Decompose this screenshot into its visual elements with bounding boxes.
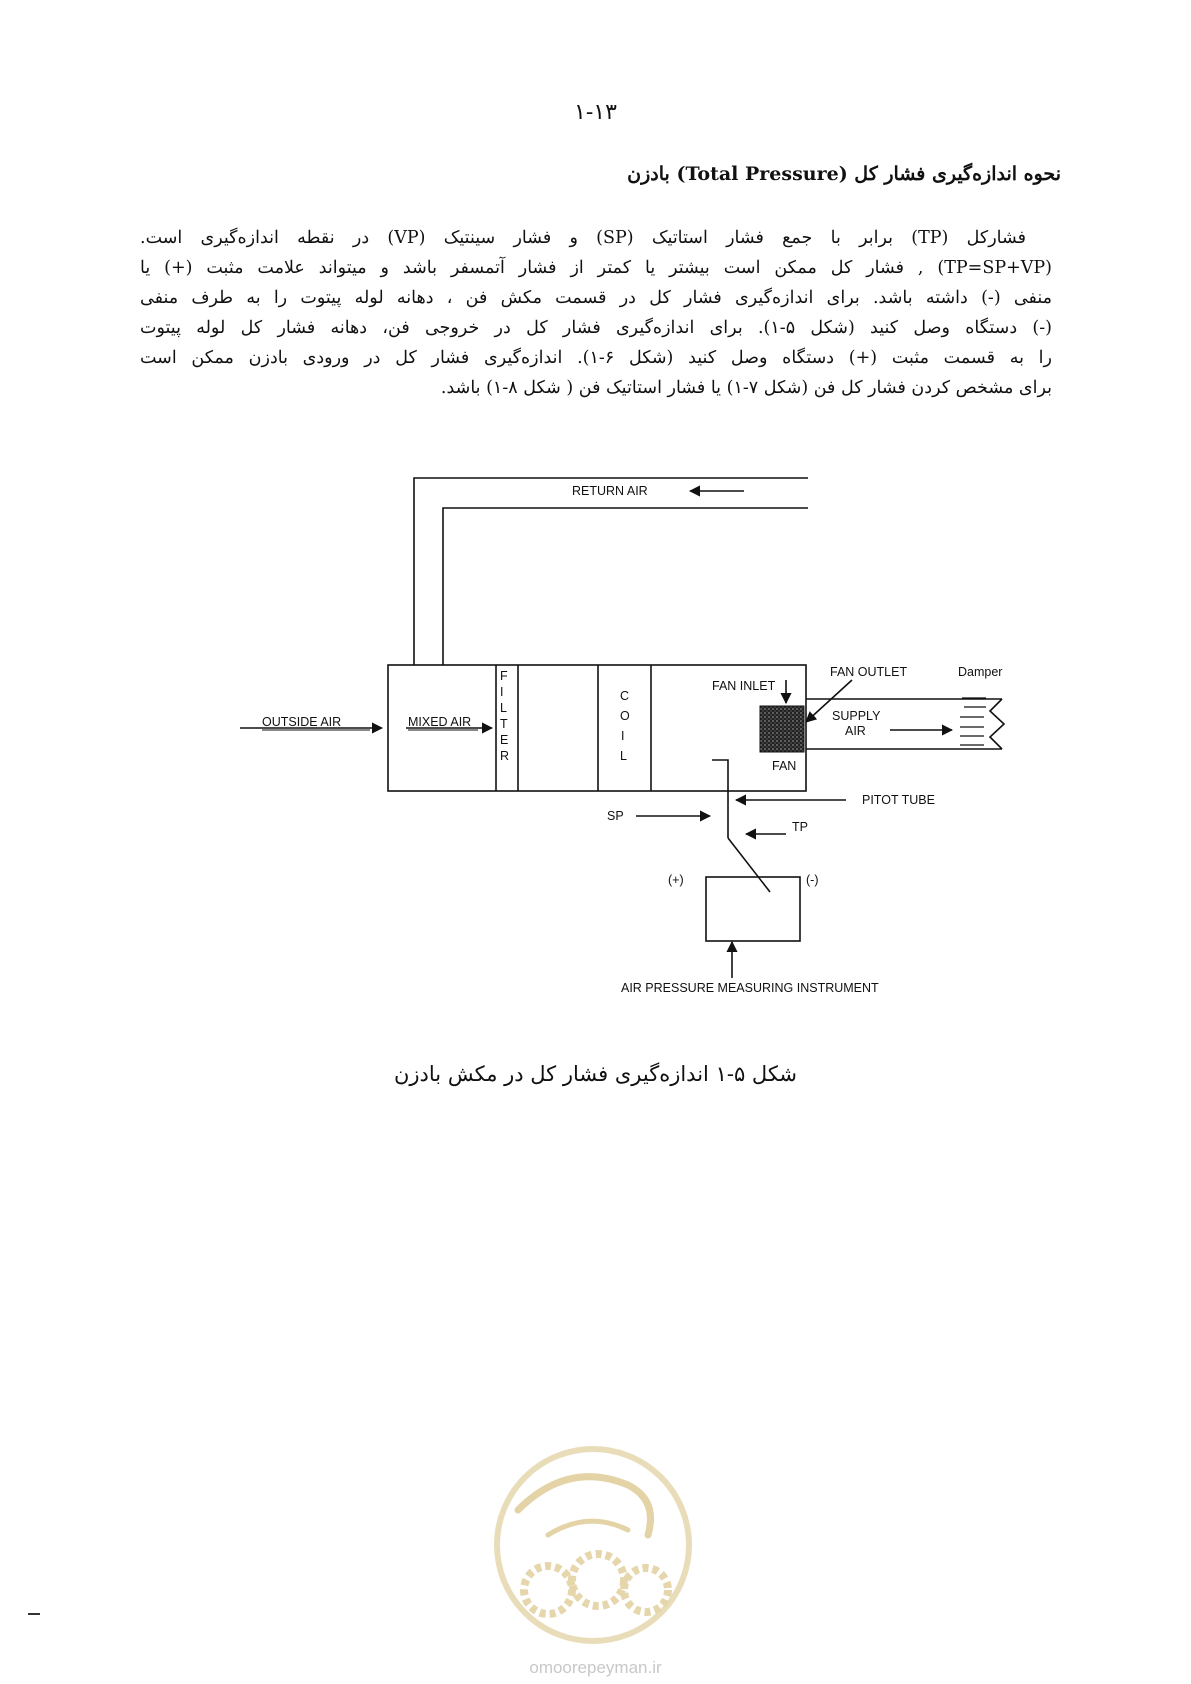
damper-label: Damper	[958, 665, 1003, 679]
instrument-label: AIR PRESSURE MEASURING INSTRUMENT	[621, 981, 879, 995]
pitot-tube-label: PITOT TUBE	[862, 793, 935, 807]
paragraph-line: را به قسمت مثبت (+) دستگاه وصل کنید (شکل ۶-۱). اندازه‌گیری فشار کل در ورودی بادزن ممکن است	[140, 348, 1052, 368]
page-margin-mark	[28, 1613, 40, 1615]
return-duct-inner	[443, 508, 808, 665]
damper-blades	[960, 698, 986, 745]
fan-label: FAN	[772, 759, 797, 773]
plus-label: (+)	[668, 873, 684, 887]
mixed-air-label: MIXED AIR	[408, 715, 472, 729]
paragraph-line: (-) دستگاه وصل کنید (شکل ۵-۱). برای اندازه‌گیری فشار کل در خروجی فن، دهانه فشار کل لوله پیتوت	[140, 318, 1052, 338]
paragraph-line: (TP=SP+VP) , فشار کل ممکن است بیشتر یا کمتر از فشار آتمسفر باشد و میتواند علامت مثبت (+) یا	[140, 258, 1052, 278]
watermark-seal-logo	[478, 1440, 708, 1650]
filter-letter: F	[500, 669, 508, 683]
sp-label: SP	[607, 809, 624, 823]
coil-letter: L	[620, 749, 627, 763]
fan-block	[760, 706, 804, 752]
return-duct-outer	[414, 478, 808, 665]
paragraph-line: فشارکل (TP) برابر با جمع فشار استاتیک (SP) و فشار سینتیک (VP) در نقطه اندازه‌گیری است.	[140, 228, 1026, 248]
duct-break	[990, 699, 1004, 749]
paragraph-line: منفی (-) داشته باشد. برای اندازه‌گیری فشار کل در قسمت مکش فن ، دهانه لوله پیتوت را به طرف منفی	[140, 288, 1052, 308]
filter-letter: E	[500, 733, 509, 747]
figure-caption: شکل ۵-۱ اندازه‌گیری فشار کل در مکش بادزن	[393, 1062, 798, 1086]
coil-letter: C	[620, 689, 630, 703]
supply-air-label-1: SUPPLY	[832, 709, 881, 723]
tp-label: TP	[792, 820, 808, 834]
coil-letter: I	[621, 729, 625, 743]
return-air-label: RETURN AIR	[572, 484, 648, 498]
watermark-url: omoorepeyman.ir	[529, 1658, 662, 1677]
minus-label: (-)	[806, 873, 819, 887]
fan-outlet-label: FAN OUTLET	[830, 665, 908, 679]
fan-inlet-label: FAN INLET	[712, 679, 776, 693]
pitot-tube-bend	[712, 760, 728, 800]
outside-air-label: OUTSIDE AIR	[262, 715, 342, 729]
filter-letter: R	[500, 749, 510, 763]
filter-letter: T	[500, 717, 508, 731]
coil-letter: O	[620, 709, 630, 723]
page-number: ۱-۱۳	[574, 100, 617, 125]
section-heading: نحوه اندازه‌گیری فشار کل (Total Pressure) بادزن	[627, 163, 1061, 185]
pitot-tube-connector	[728, 838, 770, 892]
paragraph-line: برای مشخص کردن فشار کل فن (شکل ۷-۱) یا فشار استاتیک فن ( شکل ۸-۱) باشد.	[440, 378, 1052, 398]
filter-letter: L	[500, 701, 507, 715]
supply-air-label-2: AIR	[845, 724, 866, 738]
measuring-instrument	[706, 877, 800, 941]
filter-letter: I	[500, 685, 504, 699]
